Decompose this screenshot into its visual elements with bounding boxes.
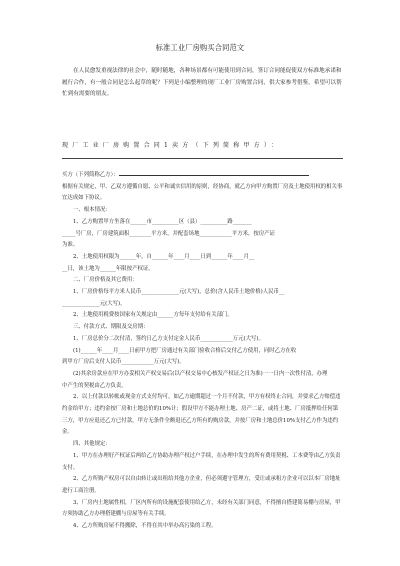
body-line: 4、乙方所购房屋不得搬除，不得在其中举办高污染的工程。 [73, 523, 217, 529]
underline-rule [62, 158, 343, 159]
body-line: 二、厂房价格及其它费用： [73, 277, 138, 284]
body-line: 四、其他规定： [73, 441, 111, 448]
body-line: 金。 [62, 429, 73, 436]
body-line: 1、甲方在办理好产权证后两给乙方协助办理产权过户手续，在办理中发生的所有费用契税、工本费等由乙方负责 [73, 452, 341, 459]
body-line: 约金给甲方；违约金按厂房和土地总价的10%计；假设甲方不能办理土地、房产二证，或将土地、厂房抵押给任何第 [62, 406, 339, 412]
body-line: 到甲方厂房后支付人民币____________万元(大写)。 [62, 359, 185, 366]
body-line: 三方，甲方应退还乙方已付款，甲方无条件全额退还乙方所有的购房款，并按厂房和土地总价10%支付乙方作为违约 [62, 417, 339, 424]
body-line: 中产生的契税由乙方负责。 [62, 382, 127, 389]
body-line: 2、乙方所购产权房可以自由转让或出租给其他方企业，但必须遵守管理方，受让或承租方企业可以以本厂房地址 [73, 476, 341, 483]
body-line: 支付。 [62, 464, 79, 471]
body-line: __日，该土地为______年限按产权证。 [62, 265, 154, 272]
body-line: (2)其余房款应在甲方办妥相关产权交易后(以产权交易中心核发产权证之日为准)一一日内一次性付清，办理 [73, 370, 328, 377]
body-line: 买方（下列简称乙方）： [62, 170, 343, 178]
body-line: 进行工商注册。 [62, 487, 100, 494]
body-line: 三、付款方式、期限及交房期： [73, 324, 149, 331]
body-line: 一、根本情况： [73, 207, 111, 214]
body-line: 3、厂房内土地属性相，厂区内所有的设施配套使用给乙方，未经有关部门同意，不得擅自搭建简易棚与房屋，甲 [73, 499, 341, 506]
body-line: 方须协助乙方办理搭建棚与房屋等有关手续。 [62, 511, 170, 518]
body-line: _____号厂房，厂房建筑面积________平方米，并配套场地____________平方米，按房产证 [62, 230, 275, 237]
body-line: 2、土地使用税费按国家有关规定由______方每年支付给有关部门。 [73, 312, 233, 319]
contract-heading: 现厂工业厂房购置合同1卖方（下列简称甲方）： [62, 142, 282, 149]
body-line: 1、厂房总价分二次付清，签约日乙方支付定金人民币____________万元(大写)。 [73, 335, 264, 342]
body-line: 2、土地使用权限为______年，自______年____月____日到______年____月__ [73, 253, 255, 260]
body-line: ______________元(大写)。 [62, 300, 126, 307]
fill-blank [119, 170, 309, 176]
document-title: 标准工业厂房购买合同范文 [155, 43, 245, 52]
intro-paragraph: 在人民愈发重视法律的社会中，随时随地，各种场景都有可能使用到合同，签订合同能促使双方标准地承诺和履行合作，有一般合同是怎么起草的呢？下列是小编整理的现厂工业厂房购置合同，供大家参考借鉴，希望可以帮忙到有需要的朋友。 [62, 68, 342, 98]
body-line: 为准。 [62, 242, 79, 249]
body-line: 2、以上付款以转帐或现金方式支付均可，如乙方逾期超过一个月不付款，甲方有权终止合同，并要求乙方赔偿违 [73, 394, 341, 401]
body-line: 根据有关规定，甲、乙双方遵循自愿、公平和诚实信用的原则，经协商，就乙方向甲方购置厂房及土地使用权的相关事 [62, 183, 343, 190]
body-line: 1、厂房价格每平方米人民币______________元(大写)，总价(含人民币土地价格)人民币__ [73, 289, 285, 295]
body-line: 1、乙方购置甲方坐落在______市__________区（县）__________路_______ [73, 218, 252, 225]
body-line: 宜达成如下协议。 [62, 195, 106, 202]
body-line: (1)______年____月____日前甲方把厂房通过有关部门验收合格后交付乙方使用，同时乙方在收 [73, 347, 297, 354]
